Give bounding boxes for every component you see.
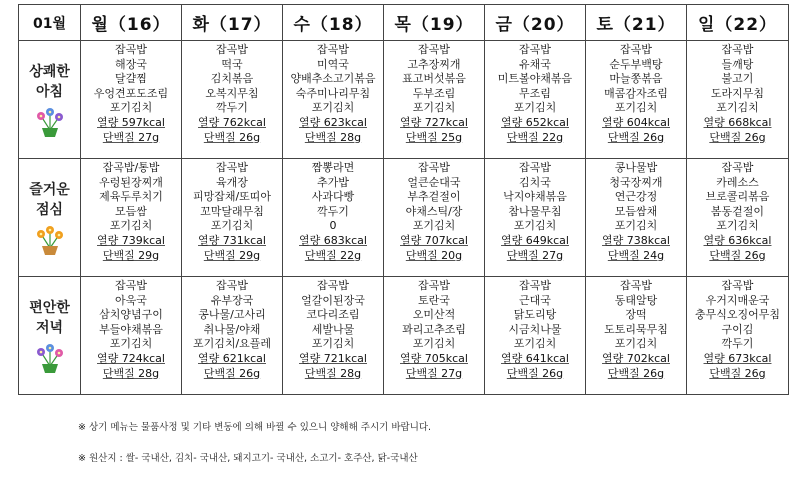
protein-value: 단백질 26g [709,130,766,144]
menu-cell-breakfast-day2 [283,41,384,159]
menu-cell-lunch-day4 [485,159,586,277]
menu-item: 무조림 [519,86,551,100]
flower-pot-icon [33,224,67,256]
menu-cell-breakfast-day0 [81,41,182,159]
menu-cell-breakfast-day4 [485,41,586,159]
menu-item: 포기김치 [311,337,355,351]
menu-item: 양배추소고기볶음 [290,72,376,86]
meal-row-breakfast [19,41,789,159]
menu-item: 봄동겉절이 [710,204,765,218]
menu-item: 포기김치 [412,219,456,233]
menu-cell-dinner-day1 [182,277,283,395]
menu-item: 잡곡밥 [519,161,551,174]
menu-item: 깍두기 [721,337,754,351]
protein-value: 단백질 25g [405,130,463,144]
menu-item: 동태알탕 [614,293,658,307]
protein-value: 단백질 28g [304,366,362,380]
calorie-value: 열량 636kcal [703,233,772,247]
menu-item: 포기김치/요플레 [192,337,272,351]
menu-item: 포기김치 [614,219,658,233]
menu-item: 포기김치 [614,337,658,351]
menu-cell-lunch-day3 [384,159,485,277]
month-label: 01월 [19,5,81,41]
menu-item: 도라지무침 [710,86,765,100]
menu-item: 포기김치 [109,101,153,115]
menu-cell-breakfast-day3 [384,41,485,159]
protein-value: 단백질 26g [203,130,261,144]
menu-item: 두부조림 [412,86,456,100]
menu-cell-breakfast-day6 [687,41,789,159]
protein-value: 단백질 28g [304,130,362,144]
menu-item: 콩나물/고사리 [198,308,266,322]
protein-value: 단백질 29g [203,248,261,262]
menu-item: 시금치나물 [508,322,562,336]
calorie-value: 열량 683kcal [299,233,367,247]
menu-item: 부들야채볶음 [99,322,163,336]
protein-value: 단백질 26g [506,366,564,380]
menu-item: 포기김치 [412,101,456,115]
menu-item: 카레소스 [716,175,759,189]
protein-value: 단백질 24g [607,248,665,262]
menu-item: 포기김치 [513,219,557,233]
menu-item: 잡곡밥 [115,43,147,56]
origin-notice: ※ 원산지 : 쌀- 국내산, 김치- 국내산, 돼지고기- 국내산, 소고기- 호주산, 닭-국내산 [78,453,418,464]
menu-item: 우렁된장찌개 [99,175,163,189]
menu-item: 깍두기 [216,101,248,115]
menu-item: 충무식오징어무침 [694,308,780,322]
protein-value: 단백질 22g [304,248,362,262]
menu-item: 순두부백탕 [609,57,663,71]
calorie-value: 열량 668kcal [703,115,772,129]
menu-item: 포기김치 [513,337,557,351]
calorie-value: 열량 739kcal [97,233,165,247]
protein-value: 단백질 27g [102,130,160,144]
protein-value: 단백질 27g [405,366,463,380]
menu-item: 잡곡밥/통밥 [102,161,160,174]
menu-item: 제육두루치기 [99,190,163,204]
menu-item: 모듬쌈채 [614,204,658,218]
menu-item: 잡곡밥 [216,43,248,56]
menu-item: 잡곡밥 [418,43,450,56]
menu-item: 참나물무침 [508,204,562,218]
menu-item: 포기김치 [614,101,658,115]
menu-item: 토란국 [418,293,450,307]
calorie-value: 열량 707kcal [400,233,468,247]
calorie-value: 열량 604kcal [602,115,670,129]
weekly-menu-table [18,4,789,395]
menu-item: 잡곡밥 [317,43,349,56]
menu-item: 구이김 [721,322,754,336]
menu-item: 깍두기 [317,204,349,218]
menu-item: 포기김치 [513,101,557,115]
menu-item: 들깨탕 [721,57,754,71]
calorie-value: 열량 649kcal [501,233,569,247]
protein-value: 단백질 26g [607,366,665,380]
calorie-value: 열량 731kcal [198,233,266,247]
menu-item: 불고기 [721,72,754,86]
menu-item: 김치볶음 [210,72,254,86]
menu-item: 세발나물 [311,322,355,336]
calorie-value: 열량 597kcal [97,115,165,129]
menu-cell-dinner-day3 [384,277,485,395]
menu-item: 포기김치 [716,219,759,233]
menu-cell-dinner-day2 [283,277,384,395]
menu-item: 꼬막달래무침 [200,204,264,218]
calorie-value: 열량 652kcal [501,115,569,129]
calorie-value: 열량 738kcal [602,233,670,247]
menu-item: 육개장 [216,175,248,189]
protein-value: 단백질 20g [405,248,463,262]
menu-cell-lunch-day6 [687,159,789,277]
menu-item: 떡국 [221,57,243,71]
menu-item: 오복지무침 [205,86,259,100]
menu-item: 포기김치 [210,219,254,233]
menu-item: 매콤감자조림 [604,86,668,100]
day-header-tue: 화（17） [182,5,283,41]
menu-cell-dinner-day6 [687,277,789,395]
menu-item: 고추장찌개 [407,57,461,71]
day-header-thu: 목（19） [384,5,485,41]
menu-item: 잡곡밥 [620,43,652,56]
menu-item: 포기김치 [412,337,456,351]
flower-pot-icon [33,342,67,374]
menu-item: 잡곡밥 [317,279,349,292]
menu-item: 김치국 [519,175,551,189]
protein-value: 단백질 26g [709,366,766,380]
menu-cell-breakfast-day5 [586,41,687,159]
menu-item: 잡곡밥 [721,43,754,56]
meal-row-dinner [19,277,789,395]
menu-item: 장떡 [625,308,647,322]
calorie-value: 열량 705kcal [400,351,468,365]
day-header-sun: 일（22） [687,5,789,41]
menu-item: 추가밥 [317,175,349,189]
menu-item: 꽈리고추조림 [402,322,466,336]
menu-item: 포기김치 [109,337,153,351]
menu-item: 포기김치 [311,101,355,115]
menu-item: 마늘쫑볶음 [609,72,663,86]
menu-item: 미트볼야채볶음 [497,72,573,86]
menu-item: 모듬쌈 [115,204,147,218]
menu-item: 야채스틱/장 [405,204,463,218]
menu-item: 연근강정 [614,190,658,204]
menu-item: 도토리묵무침 [604,322,668,336]
menu-item: 사과다빵 [311,190,355,204]
protein-value: 단백질 26g [709,248,766,262]
protein-value: 단백질 22g [506,130,564,144]
protein-value: 단백질 29g [102,248,160,262]
menu-item: 잡곡밥 [216,161,248,174]
calorie-value: 열량 673kcal [703,351,772,365]
menu-item: 표고버섯볶음 [402,72,466,86]
menu-item: 우엉견포도조림 [93,86,169,100]
meal-label-lunch [19,159,81,277]
meal-label-line: 저녁 [35,319,64,336]
flower-pot-icon [33,106,67,138]
menu-item: 코다리조림 [306,308,360,322]
menu-item: 잡곡밥 [519,279,551,292]
day-header-wed: 수（18） [283,5,384,41]
menu-item: 우거지매운국 [705,293,770,307]
menu-item: 콩나물밥 [614,161,658,174]
menu-item: 부추겉절이 [407,190,461,204]
protein-value: 단백질 26g [607,130,665,144]
calorie-value: 열량 721kcal [299,351,367,365]
calorie-value: 열량 702kcal [602,351,670,365]
header-row [19,5,789,41]
menu-item: 짬뽕라면 [311,161,355,174]
meal-label-line: 점심 [35,201,64,218]
menu-item: 포기김치 [109,219,153,233]
menu-cell-lunch-day0 [81,159,182,277]
menu-item: 달걀찜 [115,72,147,86]
menu-item: 잡곡밥 [721,279,754,292]
menu-item: 포기김치 [716,101,759,115]
meal-label-line: 즐거운 [29,181,70,198]
menu-cell-breakfast-day1 [182,41,283,159]
meal-label-line: 상쾌한 [29,63,70,80]
menu-item: 아욱국 [115,293,147,307]
menu-item: 잡곡밥 [216,279,248,292]
meal-label-line: 편안한 [29,299,70,316]
menu-cell-dinner-day0 [81,277,182,395]
menu-item: 닭도리탕 [513,308,557,322]
menu-item: 잡곡밥 [519,43,551,56]
menu-item: 청국장찌개 [609,175,663,189]
menu-cell-lunch-day5 [586,159,687,277]
menu-item: 얼갈이된장국 [301,293,365,307]
menu-item: 피망잡채/또띠아 [192,190,272,204]
calorie-value: 열량 762kcal [198,115,266,129]
meal-label-line: 아침 [35,83,64,100]
menu-cell-lunch-day1 [182,159,283,277]
menu-item: 오미산적 [412,308,456,322]
calorie-value: 열량 621kcal [198,351,266,365]
menu-item: 잡곡밥 [115,279,147,292]
menu-item: 잡곡밥 [418,161,450,174]
menu-item: 숙주미나리무침 [295,86,371,100]
menu-item: 근대국 [519,293,551,307]
menu-item: 잡곡밥 [620,279,652,292]
menu-item: 브로콜리볶음 [705,190,770,204]
protein-value: 단백질 27g [506,248,564,262]
calorie-value: 열량 727kcal [400,115,468,129]
menu-item: 낙지야채볶음 [503,190,567,204]
calorie-value: 열량 641kcal [501,351,569,365]
menu-item: 해장국 [115,57,147,71]
menu-item: 유부장국 [210,293,254,307]
protein-value: 단백질 26g [203,366,261,380]
menu-item: 얼큰순대국 [407,175,461,189]
meal-label-dinner [19,277,81,395]
calorie-value: 열량 724kcal [97,351,165,365]
menu-item: 잡곡밥 [721,161,754,174]
day-header-sat: 토（21） [586,5,687,41]
menu-item: 잡곡밥 [418,279,450,292]
day-header-mon: 월（16） [81,5,182,41]
menu-item: 미역국 [317,57,349,71]
meal-label-breakfast [19,41,81,159]
menu-item: 삼치양념구이 [99,308,163,322]
protein-value: 단백질 28g [102,366,160,380]
menu-cell-dinner-day5 [586,277,687,395]
menu-cell-dinner-day4 [485,277,586,395]
calorie-value: 열량 623kcal [299,115,367,129]
meal-row-lunch [19,159,789,277]
day-header-fri: 금（20） [485,5,586,41]
menu-item: 0 [329,219,337,233]
menu-item: 유채국 [519,57,551,71]
menu-cell-lunch-day2 [283,159,384,277]
menu-change-notice: ※ 상기 메뉴는 물품사정 및 기타 변동에 의해 바뀔 수 있으니 양해해 주시기 바랍니다. [78,422,432,433]
menu-item: 취나물/야채 [203,322,261,336]
